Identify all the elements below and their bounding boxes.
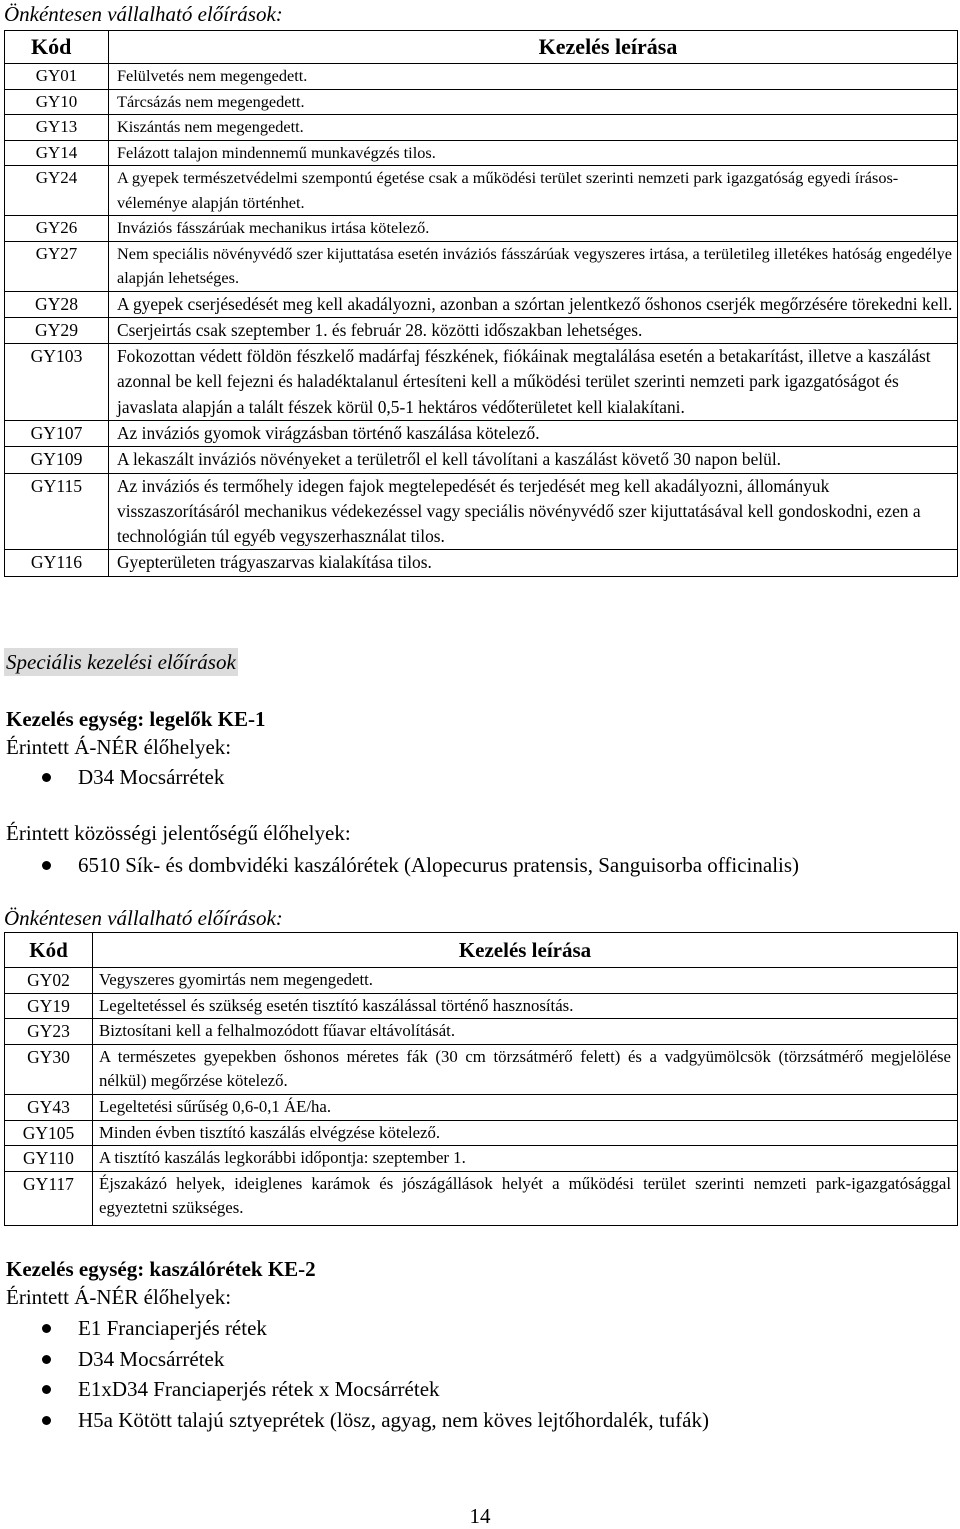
- row-description: Felázott talajon mindennemű munkavégzés tilos.: [109, 140, 958, 166]
- row-code: GY14: [5, 140, 109, 166]
- requirements-table-ke1: [4, 932, 958, 1226]
- aner-habitat-list: [0, 762, 224, 793]
- bullet-icon: [42, 1324, 51, 1333]
- habitat-name: E1 Franciaperjés rétek: [78, 1316, 267, 1340]
- table-row: [5, 447, 958, 473]
- voluntary-requirements-heading: Önkéntesen vállalható előírások:: [4, 906, 283, 930]
- table-header-row: [5, 933, 958, 968]
- table-row: [5, 291, 958, 317]
- row-code: GY26: [5, 216, 109, 242]
- row-code: GY43: [5, 1094, 93, 1120]
- row-code: GY23: [5, 1019, 93, 1045]
- list-item: [0, 1313, 709, 1344]
- row-description: Fokozottan védett földön fészkelő madárfaj fészkének, fiókáinak megtalálása esetén a betakarítást, illetve a kaszálást azonnal be kell fejezni és haladéktalanul értesíteni kell a működési terület szerinti nemzeti park igazgatóságot és javaslata alapján a talált fészek körül 0,5-1 hektáros védőterületet kell kialakítani.: [109, 344, 958, 421]
- row-code: GY27: [5, 241, 109, 291]
- row-description: Biztosítani kell a felhalmozódott fűavar eltávolítását.: [93, 1019, 958, 1045]
- row-description: Minden évben tisztító kaszálás elvégzése kötelező.: [93, 1120, 958, 1146]
- list-item: [0, 1405, 709, 1436]
- management-unit-title: Kezelés egység: legelők KE-1: [6, 707, 266, 731]
- row-description: A természetes gyepekben őshonos méretes fák (30 cm törzsátmérő felett) és a vadgyümölcsök (törzsátmérő megjelölése nélkül) megőrzése kötelező.: [93, 1044, 958, 1094]
- row-description: A gyepek cserjésedését meg kell akadályozni, azonban a szórtan jelentkező őshonos cserjék megőrzésére törekedni kell.: [109, 291, 958, 317]
- row-description: Legeltetési sűrűség 0,6-0,1 ÁE/ha.: [93, 1094, 958, 1120]
- row-code: GY19: [5, 993, 93, 1019]
- column-header-code: Kód: [5, 933, 93, 968]
- row-code: GY02: [5, 968, 93, 994]
- row-code: GY110: [5, 1146, 93, 1172]
- table-row: [5, 968, 958, 994]
- bullet-icon: [42, 1416, 51, 1425]
- habitat-name: H5a Kötött talajú sztyeprétek (lösz, agyag, nem köves lejtőhordalék, tufák): [78, 1407, 709, 1432]
- table-row: [5, 216, 958, 242]
- table-row: [5, 64, 958, 90]
- table-row: [5, 166, 958, 216]
- row-description: Felülvetés nem megengedett.: [109, 64, 958, 90]
- bullet-icon: [42, 773, 51, 782]
- row-description: Vegyszeres gyomirtás nem megengedett.: [93, 968, 958, 994]
- row-description: Tárcsázás nem megengedett.: [109, 89, 958, 115]
- row-code: GY116: [5, 550, 109, 576]
- column-header-description: Kezelés leírása: [109, 31, 958, 64]
- row-code: GY103: [5, 344, 109, 421]
- table-row: [5, 344, 958, 421]
- special-requirements-heading: Speciális kezelési előírások: [6, 650, 236, 674]
- row-description: A gyepek természetvédelmi szempontú égetése csak a működési terület szerinti nemzeti park igazgatóság egyedi írásos-véleménye alapján történhet.: [109, 166, 958, 216]
- row-description: Az inváziós gyomok virágzásban történő kaszálása kötelező.: [109, 420, 958, 446]
- row-code: GY109: [5, 447, 109, 473]
- table-row: [5, 1019, 958, 1045]
- community-habitat-list: [0, 850, 799, 881]
- table-row: [5, 1044, 958, 1094]
- table-row: [5, 1171, 958, 1225]
- row-description: Inváziós fásszárúak mechanikus irtása kötelező.: [109, 216, 958, 242]
- bullet-icon: [42, 1385, 51, 1394]
- table-row: [5, 993, 958, 1019]
- table-row: [5, 89, 958, 115]
- row-description: Legeltetéssel és szükség esetén tisztító kaszálással történő hasznosítás.: [93, 993, 958, 1019]
- row-description: A tisztító kaszálás legkorábbi időpontja: szeptember 1.: [93, 1146, 958, 1172]
- row-code: GY107: [5, 420, 109, 446]
- list-item: [0, 762, 224, 793]
- column-header-description: Kezelés leírása: [93, 933, 958, 968]
- row-code: GY10: [5, 89, 109, 115]
- habitat-name: D34 Mocsárrétek: [78, 765, 225, 789]
- management-unit-title: Kezelés egység: kaszálórétek KE-2: [6, 1257, 316, 1281]
- row-description: Cserjeirtás csak szeptember 1. és február 28. közötti időszakban lehetséges.: [109, 317, 958, 343]
- table-row: [5, 473, 958, 550]
- row-description: Gyepterületen trágyaszarvas kialakítása tilos.: [109, 550, 958, 576]
- row-description: Kiszántás nem megengedett.: [109, 115, 958, 141]
- row-code: GY13: [5, 115, 109, 141]
- row-code: GY28: [5, 291, 109, 317]
- habitat-name: E1xD34 Franciaperjés rétek x Mocsárrétek: [78, 1377, 440, 1401]
- bullet-icon: [42, 1355, 51, 1364]
- habitat-name: D34 Mocsárrétek: [78, 1346, 225, 1371]
- aner-habitats-label: Érintett Á-NÉR élőhelyek:: [6, 1285, 232, 1309]
- row-description: Nem speciális növényvédő szer kijuttatása esetén inváziós fásszárúak vegyszeres irtása, a területileg illetékes hatóság engedélye alapján lehetséges.: [109, 241, 958, 291]
- community-habitats-label: Érintett közösségi jelentőségű élőhelyek:: [6, 821, 351, 845]
- table-header-row: [5, 31, 958, 64]
- table-row: [5, 1120, 958, 1146]
- table-row: [5, 550, 958, 576]
- habitat-name: 6510 Sík- és dombvidéki kaszálórétek (Alopecurus pratensis, Sanguisorba officinalis): [78, 853, 800, 877]
- table-row: [5, 1146, 958, 1172]
- voluntary-requirements-heading: Önkéntesen vállalható előírások:: [4, 2, 283, 26]
- aner-habitat-list: [0, 1313, 709, 1435]
- row-code: GY105: [5, 1120, 93, 1146]
- row-code: GY115: [5, 473, 109, 550]
- table-row: [5, 115, 958, 141]
- table-row: [5, 140, 958, 166]
- bullet-icon: [42, 861, 51, 870]
- list-item: [0, 1374, 709, 1405]
- page-number: 14: [469, 1504, 491, 1528]
- row-description: Az inváziós és termőhely idegen fajok megtelepedését és terjedését meg kell akadályozni, állományuk visszaszorításáról mechanikus védekezéssel vagy speciális növényvédő szer kijuttatásával kell gondoskodni, ezen a technológián túl egyéb vegyszerhasználat tilos.: [109, 473, 958, 550]
- list-item: [0, 1344, 709, 1375]
- row-code: GY30: [5, 1044, 93, 1094]
- table-row: [5, 1094, 958, 1120]
- table-row: [5, 241, 958, 291]
- requirements-table-general: [4, 30, 958, 577]
- row-code: GY29: [5, 317, 109, 343]
- row-code: GY01: [5, 64, 109, 90]
- table-row: [5, 317, 958, 343]
- list-item: [0, 850, 799, 881]
- row-description: Éjszakázó helyek, ideiglenes karámok és jószágállások helyét a működési terület szerinti nemzeti park-igazgatósággal egyeztetni szükséges.: [93, 1171, 958, 1225]
- table-row: [5, 420, 958, 446]
- row-description: A lekaszált inváziós növényeket a területről el kell távolítani a kaszálást követő 30 napon belül.: [109, 447, 958, 473]
- column-header-code: Kód: [5, 31, 109, 64]
- row-code: GY24: [5, 166, 109, 216]
- row-code: GY117: [5, 1171, 93, 1225]
- aner-habitats-label: Érintett Á-NÉR élőhelyek:: [6, 735, 232, 759]
